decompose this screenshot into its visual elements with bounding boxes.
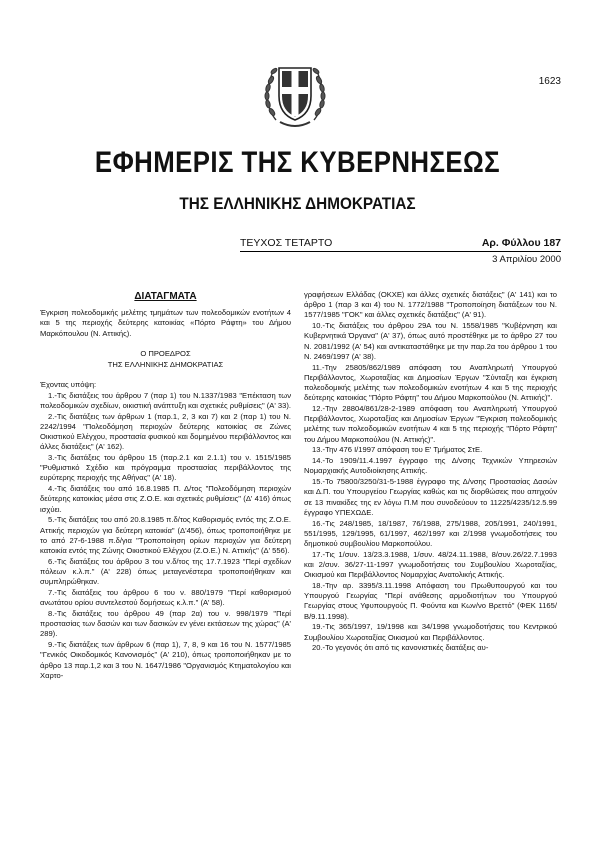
paragraph: 12.-Την 28804/861/28-2-1989 απόφαση του Αναπληρωτή Υπουργού Περιβάλλοντος, Χωροταξίας και Δημοσίων Έργων "Έγκριση πολεοδομικής μελέτης των πολεοδομικών ενοτήτων 4 και 5 της περιοχής "Πόρτο Ράφτη" του Δήμου Μαρκοπούλου (Ν. Αττικής)". xyxy=(304,404,557,444)
president-heading-1: Ο ΠΡΟΕΔΡΟΣ xyxy=(140,348,191,358)
page-number: 1623 xyxy=(538,76,561,87)
paragraph: 11.-Την 25805/862/1989 απόφαση του Αναπληρωτή Υπουργού Περιβάλλοντος, Χωροταξίας και Δημοσίων Έργων "Σύνταξη και έγκριση πολεοδομικής μελέτης των πολεοδομικών ενοτήτων 4 και 5 της περιοχής δεύτερης κατοικίας "Πόρτο Ράφτη" του Δήμου Μαρκοπούλου (Ν. Αττικής)". xyxy=(304,362,557,403)
having-regard: Έχοντας υπόψη: xyxy=(40,379,97,389)
paragraph: 2.-Τις διατάξεις των άρθρων 1 (παρ.1, 2, 3 και 7) και 2 (παρ 1) του Ν. 2242/1994 "Πολεοδόμηση περιοχών δεύτερης κατοικίας σε Ζώνες Οικιστικού Ελέγχου, προστασία φυσικού και δομημένου περιβάλλοντος και άλλες διατάξεις" (Α' 162). xyxy=(40,411,291,452)
paragraph: 3.-Τις διατάξεις του άρθρου 15 (παρ.2.1 και 2.1.1) του ν. 1515/1985 "Ρυθμιστικό Σχέδιο και πρόγραμμα προστασίας περιβάλλοντος της ευρύτερης περιοχής της Αθήνας" (Α' 18). xyxy=(40,453,291,483)
decree-title: Έγκριση πολεοδομικής μελέτης τμημάτων των πολεοδομικών ενοτήτων 4 και 5 της περιοχής δεύτερης κατοικίας «Πόρτο Ράφτη» του Δήμου Μαρκόπουλου (Ν. Αττικής). xyxy=(40,308,291,338)
header-divider xyxy=(240,251,561,252)
paragraph: 9.-Τις διατάξεις των άρθρων 6 (παρ 1), 7, 8, 9 και 16 του Ν. 1577/1985 "Γενικός Οικοδομικός Κανονισμός" (Α' 210), όπως τροποποιήθηκαν με το άρθρο 13 παρ.1,2 και 3 του Ν. 1647/1986 "Οργανισμός Κτηματολογίου και Χαρτο- xyxy=(40,640,291,680)
paragraph: 13.-Την 476 Ι/1997 απόφαση του Ε' Τμήματος ΣτΕ. xyxy=(312,445,483,455)
paragraph: 20.-Το γεγονός ότι από τις κανονιστικές διατάξεις αυ- xyxy=(312,643,489,653)
greek-coat-of-arms-icon xyxy=(262,58,328,130)
gazette-title: ΕΦΗΜΕΡΙΣ ΤΗΣ ΚΥΒΕΡΝΗΣΕΩΣ xyxy=(94,146,501,179)
gazette-subtitle: ΤΗΣ ΕΛΛΗΝΙΚΗΣ ΔΗΜΟΚΡΑΤΙΑΣ xyxy=(179,194,416,213)
right-column xyxy=(304,290,557,654)
issue-date: 3 Απριλίου 2000 xyxy=(492,254,561,265)
paragraph: 15.-Το 75800/3250/31-5-1988 έγγραφο της Δ/νσης Προστασίας Δασών και Δ.Π. του Υπουργείου Γεωργίας καθώς και τις διορθώσεις που απηχούν σε 13 πινακίδες της εν λόγω Π.Μ που συνοδεύουν το 11225/4235/12.5.99 έγγραφο ΥΠΕΧΩΔΕ. xyxy=(304,477,557,517)
paragraph: 16.-Τις 248/1985, 18/1987, 76/1988, 275/1988, 205/1991, 240/1991, 551/1995, 129/1995, 61/1997, 462/1997 και 2/1998 γνωμοδοτήσεις του δημοτικού συμβουλίου Μαρκοπούλου. xyxy=(304,518,557,549)
sheet-number: Αρ. Φύλλου 187 xyxy=(481,237,561,249)
paragraph: 17.-Τις 1/συν. 13/23.3.1988, 1/συν. 48/24.11.1988, 8/συν.26/22.7.1993 και 2/συν. 36/27-11-1997 γνωμοδοτήσεις του Συμβουλίου Χωροταξίας, Οικισμού και Περιβάλλοντος Νομαρχίας Ανατολικής Αττικής. xyxy=(304,549,557,580)
fascicle-label: ΤΕΥΧΟΣ ΤΕΤΑΡΤΟ xyxy=(240,237,333,249)
paragraph: 6.-Τις διατάξεις του άρθρου 3 του ν.δ/τος της 17.7.1923 "Περί σχεδίων πόλεων κ.λ.π." (Α' 228) όπως μεταγενέστερα τροποποιήθηκαν και συμπληρώθηκαν. xyxy=(40,556,291,587)
section-heading: ΔΙΑΤΑΓΜΑΤΑ xyxy=(134,291,197,302)
paragraph: 7.-Τις διατάξεις του άρθρου 6 του ν. 880/1979 "Περί καθορισμού ανωτάτου ορίου συντελεστού δομήσεως κ.λ.π." (Α' 58). xyxy=(40,588,291,608)
paragraph: γραφήσεων Ελλάδας (ΟΚΧΕ) και άλλες σχετικές διατάξεις" (Α' 141) και το άρθρο 1 (παρ 3 και 4) του Ν. 1772/1988 "Τροποποίηση διατάξεων του Ν. 1577/1985 "ΓΟΚ" και άλλες σχετικές διατάξεις" (Α' 91). xyxy=(304,290,557,320)
paragraph: 19.-Τις 365/1997, 19/1998 και 34/1998 γνωμοδοτήσεις του Κεντρικού Συμβουλίου Χωροταξίας Οικισμού και Περιβάλλοντος. xyxy=(304,622,557,642)
paragraph: 18.-Την αρ. 3395/3.11.1998 Απόφαση του Πρωθυπουργού και του Υπουργού Γεωργίας "Περί ανάθεσης αρμοδιοτήτων του Υπουργού Γεωργίας στους Υφυπουργούς Π. Φούντα και Κων/νο Βρεττό" (ΦΕΚ 1165/Β/9.11.1998). xyxy=(304,581,557,621)
paragraph: 1.-Τις διατάξεις του άρθρου 7 (παρ 1) του Ν.1337/1983 "Επέκταση των πολεοδομικών σχεδίων, οικιστική ανάπτυξη και σχετικές ρυθμίσεις" (Α' 33). xyxy=(40,390,291,410)
president-heading-2: ΤΗΣ ΕΛΛΗΝΙΚΗΣ ΔΗΜΟΚΡΑΤΙΑΣ xyxy=(107,359,224,369)
paragraph: 10.-Τις διατάξεις του άρθρου 29Α του Ν. 1558/1985 "Κυβέρνηση και Κυβερνητικά Όργανα" (Α' 37), όπως αυτό προστέθηκε με το άρθρο 27 του Ν. 2081/1992 (Α' 54) και αντικαταστάθηκε με την παρ.2α του άρθρου 1 του Ν. 2469/1997 (Α' 38). xyxy=(304,321,557,361)
paragraph: 4.-Τις διατάξεις του από 16.8.1985 Π. Δ/τος "Πολεοδόμηση περιοχών δεύτερης κατοικίας μέσα στις Ζ.Ο.Ε. και σχετικές ρυθμίσεις" (Δ' 416) όπως ισχύει. xyxy=(40,484,291,514)
paragraph: 8.-Τις διατάξεις του άρθρου 49 (παρ 2α) του ν. 998/1979 "Περί προστασίας των δασών και των δασικών εν γένει εκτάσεων της χώρας" (Α' 289). xyxy=(40,609,291,639)
paragraph: 14.-Το 1909/11.4.1997 έγγραφο της Δ/νσης Τεχνικών Υπηρεσιών Νομαρχιακής Αυτοδιοίκησης Αττικής. xyxy=(304,456,557,476)
left-column xyxy=(40,292,291,682)
paragraph: 5.-Τις διατάξεις του από 20.8.1985 π.δ/τος Καθορισμός εντός της Ζ.Ο.Ε. Αττικής περιοχών για δεύτερη κατοικία" (Δ'456), όπως τροποποιήθηκε με το από 27-6-1988 π.δ/για "Τροποποίηση ορίων περιοχών για δεύτερη κατοικία εντός της Ζώνης Οικιστικού Ελέγχου (Ζ.Ο.Ε.) Ν. Αττικής" (Δ' 556). xyxy=(40,515,291,556)
